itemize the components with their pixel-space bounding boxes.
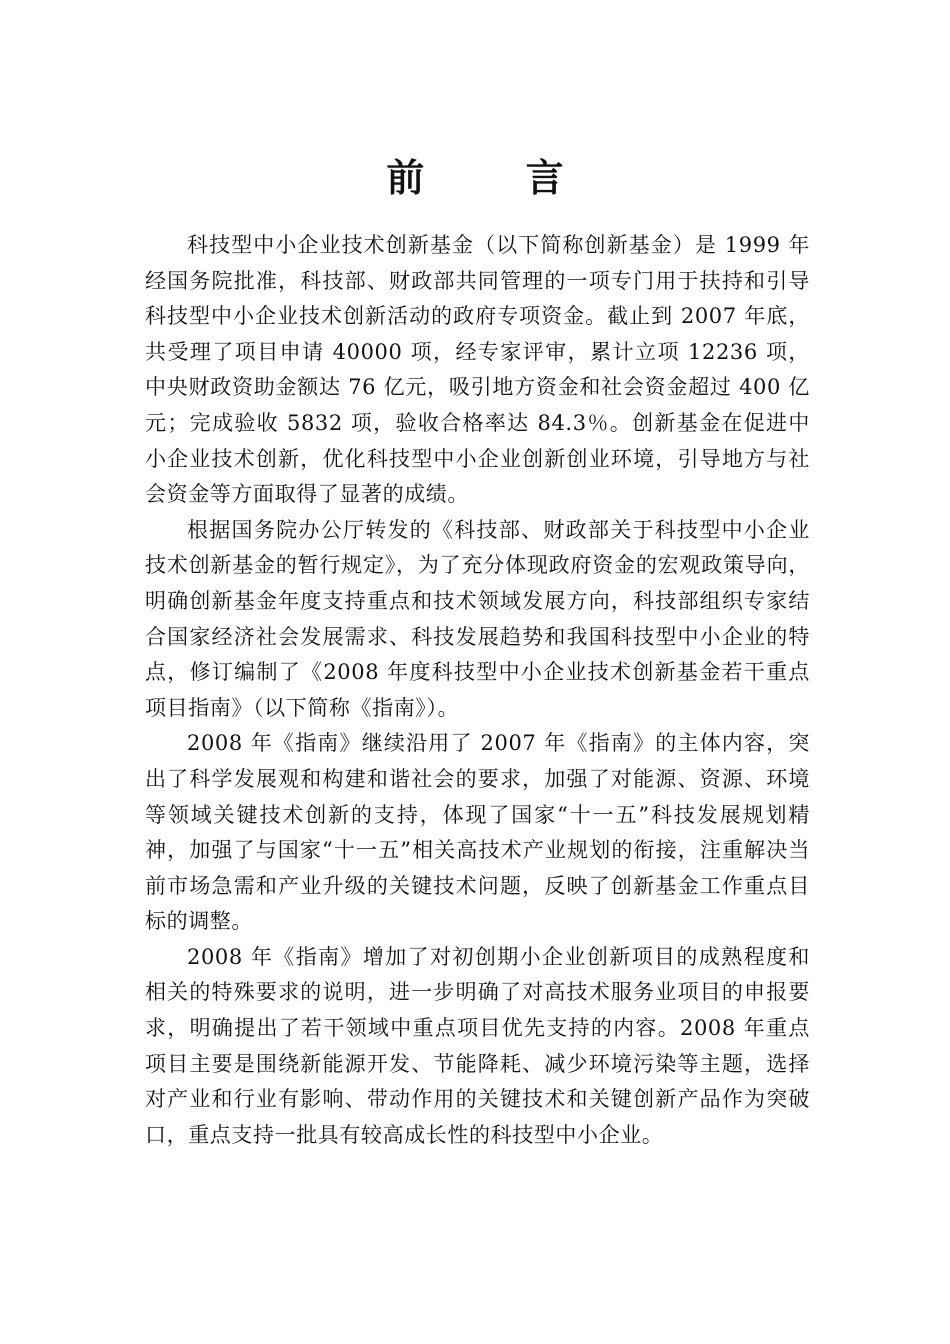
- paragraph-3: 2008 年《指南》继续沿用了 2007 年《指南》的主体内容，突出了科学发展观和构建和谐社会的要求，加强了对能源、资源、环境等领域关键技术创新的支持，体现了国家“十一五”科技发展规划精神，加强了与国家“十一五”相关高技术产业规划的衔接，注重解决当前市场急需和产业升级的关键技术问题，反映了创新基金工作重点目标的调整。: [145, 731, 810, 934]
- page-title: 前 言: [386, 156, 608, 200]
- paragraph-1: 科技型中小企业技术创新基金（以下简称创新基金）是 1999 年经国务院批准，科技部、财政部共同管理的一项专门用于扶持和引导科技型中小企业技术创新活动的政府专项资金。截止到 2007 年底，共受理了项目申请 40000 项，经专家评审，累计立项 12236 项，中央财政资助金额达 76 亿元，吸引地方资金和社会资金超过 400 亿元；完成验收 5832 项，验收合格率达 84.3％。创新基金在促进中小企业技术创新，优化科技型中小企业创新创业环境，引导地方与社会资金等方面取得了显著的成绩。: [145, 233, 810, 507]
- paragraph-4: 2008 年《指南》增加了对初创期小企业创新项目的成熟程度和相关的特殊要求的说明，进一步明确了对高技术服务业项目的申报要求，明确提出了若干领域中重点项目优先支持的内容。2008 年重点项目主要是围绕新能源开发、节能降耗、减少环境污染等主题，选择对产业和行业有影响、带动作用的关键技术和关键创新产品作为突破口，重点支持一批具有较高成长性的科技型中小企业。: [145, 944, 810, 1147]
- paragraph-2: 根据国务院办公厅转发的《科技部、财政部关于科技型中小企业技术创新基金的暂行规定》，为了充分体现政府资金的宏观政策导向，明确创新基金年度支持重点和技术领域发展方向，科技部组织专家结合国家经济社会发展需求、科技发展趋势和我国科技型中小企业的特点，修订编制了《2008 年度科技型中小企业技术创新基金若干重点项目指南》（以下简称《指南》）。: [145, 517, 810, 720]
- body-text: [145, 228, 810, 1153]
